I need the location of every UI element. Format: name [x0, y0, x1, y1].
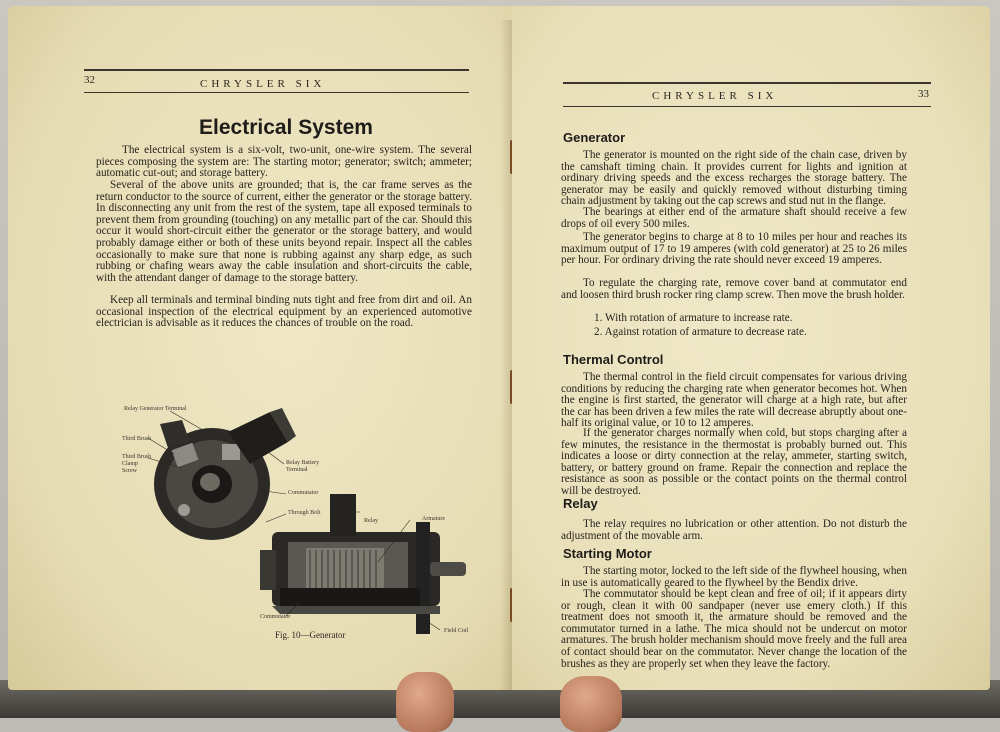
left-running-head: CHRYSLER SIX [200, 78, 326, 90]
page-title: Electrical System [199, 116, 373, 139]
list-item: 1. With rotation of armature to increase rate. [594, 312, 793, 324]
figure-label: Armature [422, 516, 445, 522]
generator-paragraph-1: The generator is mounted on the right side of the chain case, driven by the camshaft timing chain. It provides current for lights and ignition at ordinary driving speeds and the excess recharges the storage battery. The generator may be easily and quickly removed without disturbing timing chain adjustment by taking out the cap screws and stud nut in the flange. [561, 149, 907, 208]
generator-figure [110, 402, 490, 650]
figure-label: Third Brush Clamp Screw [122, 454, 152, 474]
thermal-paragraph-2: If the generator charges normally when cold, but stops charging after a few minutes, the resistance in the thermostat is probably burned out. This indicates a loose or dirty connection at the relay, ammeter, starting switch, battery, or battery ground on frame. Repair the connection and replace the resistance as soon as possible or the contact points on the thermal control will be destroyed. [561, 427, 907, 497]
thermal-paragraph-1: The thermal control in the field circuit compensates for various driving conditions by reducing the charging rate when generator becomes hot. When the engine is first started, the generator will charge at a high rate, but after the car has been driven a few miles the rate will decrease abruptly about one-half its original value, or 10 to 12 amperes. [561, 371, 907, 430]
figure-caption: Fig. 10—Generator [275, 630, 346, 640]
left-paragraph-3: Keep all terminals and terminal binding nuts tight and free from dirt and oil. An occasional inspection of the electrical equipment by an experienced automotive electrician is advisable as it reduces the chances of trouble on the road. [96, 294, 472, 330]
right-running-head: CHRYSLER SIX [652, 90, 778, 102]
starting-motor-paragraph-1: The starting motor, locked to the left side of the flywheel housing, when in use is automatically geared to the flywheel by the Bendix drive. [561, 565, 907, 589]
figure-label: Commutator [288, 490, 319, 496]
generator-paragraph-2: The bearings at either end of the armature shaft should receive a few drops of oil every 500 miles. [561, 206, 907, 230]
section-heading-thermal-control: Thermal Control [563, 352, 664, 367]
starting-motor-paragraph-2: The commutator should be kept clean and free of oil; if it appears dirty or rough, clean it with 00 sandpaper (never use emery cloth.) If this treatment does not smooth it, the armature should be removed and the commutator turned in a lathe. The mica should not be undercut on motor armatures. The brush holder mechanism should move freely and the full area of contact should bear on the commutator. Never change the location of the brushes as they are properly set when they leave the factory. [561, 588, 907, 670]
list-item: 2. Against rotation of armature to decrease rate. [594, 326, 807, 338]
thumb [396, 672, 454, 732]
generator-illustration [110, 402, 490, 650]
left-paragraph-1: The electrical system is a six-volt, two-unit, one-wire system. The several pieces composing the system are: The starting motor; generator; switch; ammeter; automatic cut-out; and storage battery. [96, 144, 472, 180]
section-heading-generator: Generator [563, 130, 626, 145]
left-page-number: 32 [84, 74, 95, 86]
generator-paragraph-4: To regulate the charging rate, remove cover band at commutator end and loosen third brush rocker ring clamp screw. Then move the brush holder. [561, 277, 907, 301]
figure-label: Commutator [260, 614, 291, 620]
figure-label: Relay Generator Terminal [124, 406, 187, 412]
section-heading-relay: Relay [563, 496, 598, 511]
figure-label: Through Bolt [288, 510, 321, 516]
figure-label: Field Coil [444, 628, 469, 634]
generator-paragraph-3: The generator begins to charge at 8 to 10 miles per hour and reaches its maximum output of 17 to 19 amperes (with cold generator) at 25 to 26 miles per hour. For ordinary driving the rate should never exceed 19 amperes. [561, 231, 907, 267]
figure-label: Third Brush [122, 436, 152, 442]
thumb [560, 676, 622, 732]
section-heading-starting-motor: Starting Motor [563, 546, 652, 561]
left-header-rule-bottom [84, 92, 469, 93]
right-page-number: 33 [918, 88, 929, 100]
left-paragraph-2: Several of the above units are grounded; that is, the car frame serves as the return conductor to the source of current, either the generator or the storage battery. In disconnecting any unit from the rest of the system, tape all exposed terminals to prevent them from grounding (touching) on any metallic part of the car. Should this occur it would short-circuit either the generator or the storage battery, and would probably damage either or both of these units beyond repair. Inspect all the cables occasionally to make sure that none is rubbing against any sharp edge, as such rubbing or chafing wears away the cable insulation and short-circuits the cable, with the attendant danger of damage to the storage battery. [96, 179, 472, 284]
left-header-rule-top [84, 69, 469, 71]
figure-label: Relay [364, 518, 378, 524]
right-header-rule-bottom [563, 106, 931, 107]
figure-label: Relay Battery Terminal [286, 460, 320, 473]
relay-paragraph: The relay requires no lubrication or other attention. Do not disturb the adjustment of the movable arm. [561, 518, 907, 542]
right-header-rule-top [563, 82, 931, 84]
